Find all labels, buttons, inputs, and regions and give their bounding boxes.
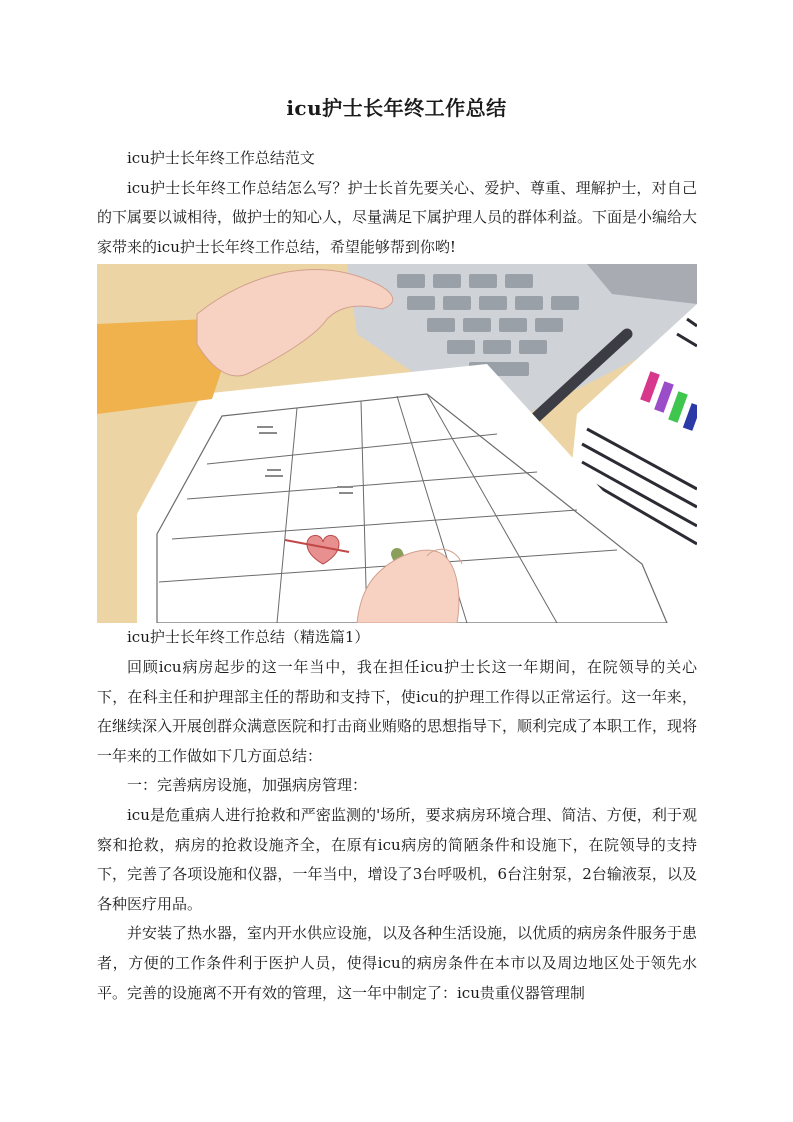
document-body	[97, 144, 697, 1008]
paragraph: icu护士长年终工作总结范文	[127, 149, 315, 167]
paragraph: 回顾icu病房起步的这一年当中，我在担任icu护士长这一年期间，在院领导的关心下，在科主任和护理部主任的帮助和支持下，使icu的护理工作得以正常运行。这一年来，在继续深入开展创群众满意医院和打击商业贿赂的思想指导下，顺利完成了本职工作，现将一年来的工作做如下几方面总结：	[97, 657, 698, 765]
section-heading: icu护士长年终工作总结（精选篇1）	[127, 628, 370, 647]
illustration-image	[97, 264, 697, 623]
paragraph: 一：完善病房设施，加强病房管理：	[127, 776, 368, 795]
paragraph: 并安装了热水器，室内开水供应设施，以及各种生活设施，以优质的病房条件服务于患者，方便的工作条件利于医护人员，使得icu的病房条件在本市以及周边地区处于领先水平。完善的设施离不开有效的管理，这一年中制定了：icu贵重仪器管理制	[97, 924, 698, 1002]
paragraph: icu是危重病人进行抢救和严密监测的'场所，要求病房环境合理、简洁、方便，利于观察和抢救，病房的抢救设施齐全，在原有icu病房的简陋条件和设施下，在院领导的支持下，完善了各项设施和仪器，一年当中，增设了3台呼吸机，6台注射泵，2台输液泵，以及各种医疗用品。	[97, 805, 697, 913]
paragraph: icu护士长年终工作总结怎么写？护士长首先要关心、爱护、尊重、理解护士，对自己的下属要以诚相待，做护士的知心人，尽量满足下属护理人员的群体利益。下面是小编给大家带来的icu护士长年终工作总结，希望能够帮到你哟!	[97, 178, 698, 256]
document-title: icu护士长年终工作总结	[286, 96, 507, 120]
